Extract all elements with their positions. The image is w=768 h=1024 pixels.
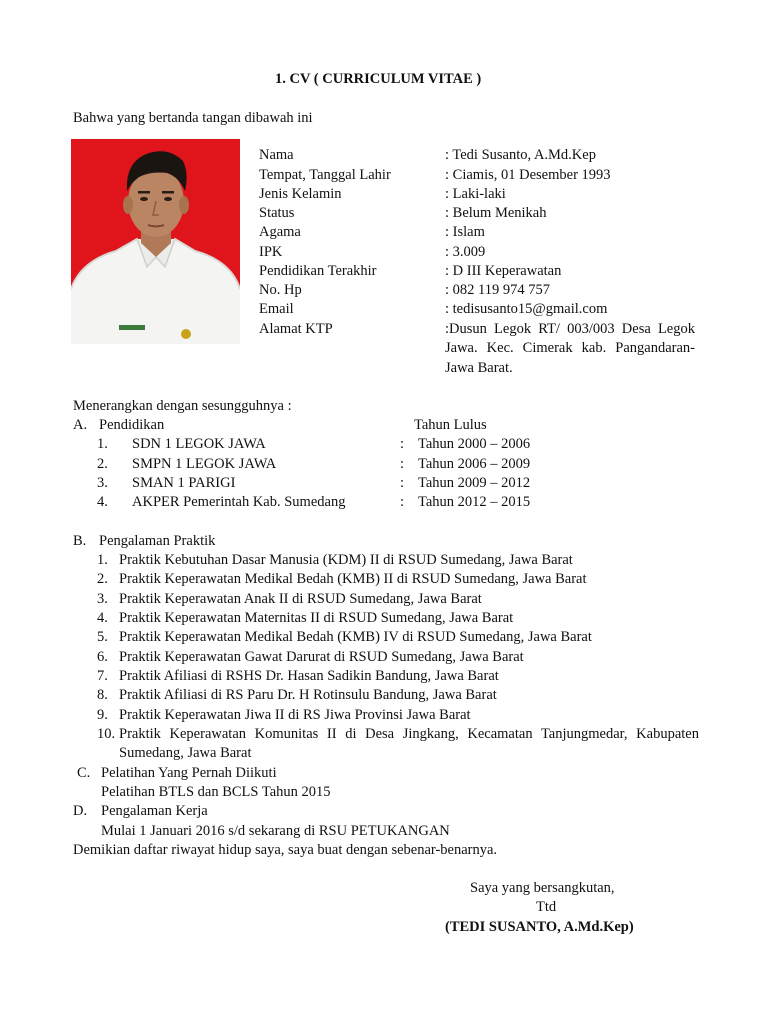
education-colon: :: [400, 494, 405, 510]
signature-line: Saya yang bersangkutan,: [470, 880, 615, 896]
education-number: 3.: [97, 475, 108, 491]
education-row: [97, 435, 557, 454]
education-row: [97, 474, 557, 493]
practice-number: 10.: [97, 726, 116, 742]
practice-number: 4.: [97, 610, 108, 626]
info-value: : 082 119 974 757: [445, 282, 550, 298]
practice-text: Praktik Afiliasi di RSHS Dr. Hasan Sadikin Bandung, Jawa Barat: [119, 668, 499, 684]
education-school: SMPN 1 LEGOK JAWA: [132, 456, 277, 472]
info-label: Agama: [259, 224, 301, 240]
info-value: : Laki-laki: [445, 186, 506, 202]
practice-text: Praktik Keperawatan Jiwa II di RS Jiwa Provinsi Jawa Barat: [119, 707, 471, 723]
education-row: [97, 455, 557, 474]
practice-number: 8.: [97, 687, 108, 703]
info-label: No. Hp: [259, 282, 302, 298]
info-row-pendidikan: [259, 262, 699, 281]
section-a-label: A.: [73, 417, 88, 433]
section-d-content: Mulai 1 Januari 2016 s/d sekarang di RSU PETUKANGAN: [101, 823, 450, 839]
info-row-status: [259, 204, 699, 223]
practice-number: 1.: [97, 552, 108, 568]
info-value: : tedisusanto15@gmail.com: [445, 301, 608, 317]
signature-ttd: Ttd: [536, 899, 557, 915]
info-row-jenis-kelamin: [259, 185, 699, 204]
section-c-title: Pelatihan Yang Pernah Diikuti: [101, 765, 277, 781]
info-value: : Ciamis, 01 Desember 1993: [445, 167, 611, 183]
education-number: 2.: [97, 456, 108, 472]
info-value: : Islam: [445, 224, 485, 240]
info-value: : Tedi Susanto, A.Md.Kep: [445, 147, 596, 163]
education-school: AKPER Pemerintah Kab. Sumedang: [132, 494, 346, 510]
education-number: 4.: [97, 494, 108, 510]
profile-photo: [71, 139, 240, 344]
info-label: Jenis Kelamin: [259, 186, 342, 202]
info-label: IPK: [259, 244, 283, 260]
practice-text: Praktik Afiliasi di RS Paru Dr. H Rotinsulu Bandung, Jawa Barat: [119, 687, 497, 703]
info-value: : Belum Menikah: [445, 205, 547, 221]
education-colon: :: [400, 456, 405, 472]
info-label: Nama: [259, 147, 294, 163]
education-year: Tahun 2000 – 2006: [418, 436, 531, 452]
section-c-label: C.: [77, 765, 91, 781]
education-colon: :: [400, 475, 405, 491]
practice-number: 6.: [97, 649, 108, 665]
education-school: SMAN 1 PARIGI: [132, 475, 236, 491]
practice-text: Praktik Keperawatan Anak II di RSUD Sumedang, Jawa Barat: [119, 591, 482, 607]
info-row-ttl: [259, 166, 699, 185]
practice-number: 7.: [97, 668, 108, 684]
section-b-title: Pengalaman Praktik: [99, 533, 216, 549]
info-label: Alamat KTP: [259, 321, 333, 337]
info-row-nama: [259, 146, 699, 165]
info-label: Email: [259, 301, 294, 317]
closing-statement: Demikian daftar riwayat hidup saya, saya buat dengan sebenar-benarnya.: [73, 842, 498, 858]
practice-number: 5.: [97, 629, 108, 645]
info-label: Pendidikan Terakhir: [259, 263, 377, 279]
intro-text: Bahwa yang bertanda tangan dibawah ini: [73, 110, 313, 126]
education-number: 1.: [97, 436, 108, 452]
declaration-text: Menerangkan dengan sesungguhnya :: [73, 398, 292, 414]
practice-text: Praktik Keperawatan Maternitas II di RSUD Sumedang, Jawa Barat: [119, 610, 514, 626]
address-value: :Dusun Legok RT/ 003/003 Desa Legok Jawa. Kec. Cimerak kab. Pangandaran-Jawa Barat.: [445, 321, 695, 376]
section-d-label: D.: [73, 803, 88, 819]
section-a-title: Pendidikan: [99, 417, 165, 433]
practice-number: 9.: [97, 707, 108, 723]
info-value: : 3.009: [445, 244, 486, 260]
education-year: Tahun 2012 – 2015: [418, 494, 531, 510]
education-colon: :: [400, 436, 405, 452]
practice-number: 3.: [97, 591, 108, 607]
practice-text: Praktik Keperawatan Komunitas II di Desa Jingkang, Kecamatan Tanjungmedar, Kabupaten Sumedang, Jawa Barat: [119, 726, 699, 762]
practice-text: Praktik Kebutuhan Dasar Manusia (KDM) II di RSUD Sumedang, Jawa Barat: [119, 552, 573, 568]
education-row: [97, 493, 557, 512]
info-row-no-hp: [259, 281, 699, 300]
section-d-title: Pengalaman Kerja: [101, 803, 208, 819]
year-header: Tahun Lulus: [414, 417, 487, 433]
practice-number: 2.: [97, 571, 108, 587]
section-c-content: Pelatihan BTLS dan BCLS Tahun 2015: [101, 784, 331, 800]
section-b-label: B.: [73, 533, 87, 549]
page-title: 1. CV ( CURRICULUM VITAE ): [275, 71, 482, 87]
info-label: Status: [259, 205, 295, 221]
info-value: : D III Keperawatan: [445, 263, 562, 279]
signature-name: (TEDI SUSANTO, A.Md.Kep): [445, 919, 634, 935]
education-year: Tahun 2009 – 2012: [418, 475, 531, 491]
info-row-email: [259, 300, 699, 319]
education-year: Tahun 2006 – 2009: [418, 456, 531, 472]
education-school: SDN 1 LEGOK JAWA: [132, 436, 266, 452]
practice-text: Praktik Keperawatan Gawat Darurat di RSUD Sumedang, Jawa Barat: [119, 649, 524, 665]
info-row-ipk: [259, 243, 699, 262]
info-row-agama: [259, 223, 699, 242]
practice-text: Praktik Keperawatan Medikal Bedah (KMB) II di RSUD Sumedang, Jawa Barat: [119, 571, 587, 587]
practice-text: Praktik Keperawatan Medikal Bedah (KMB) IV di RSUD Sumedang, Jawa Barat: [119, 629, 592, 645]
info-label: Tempat, Tanggal Lahir: [259, 167, 391, 183]
